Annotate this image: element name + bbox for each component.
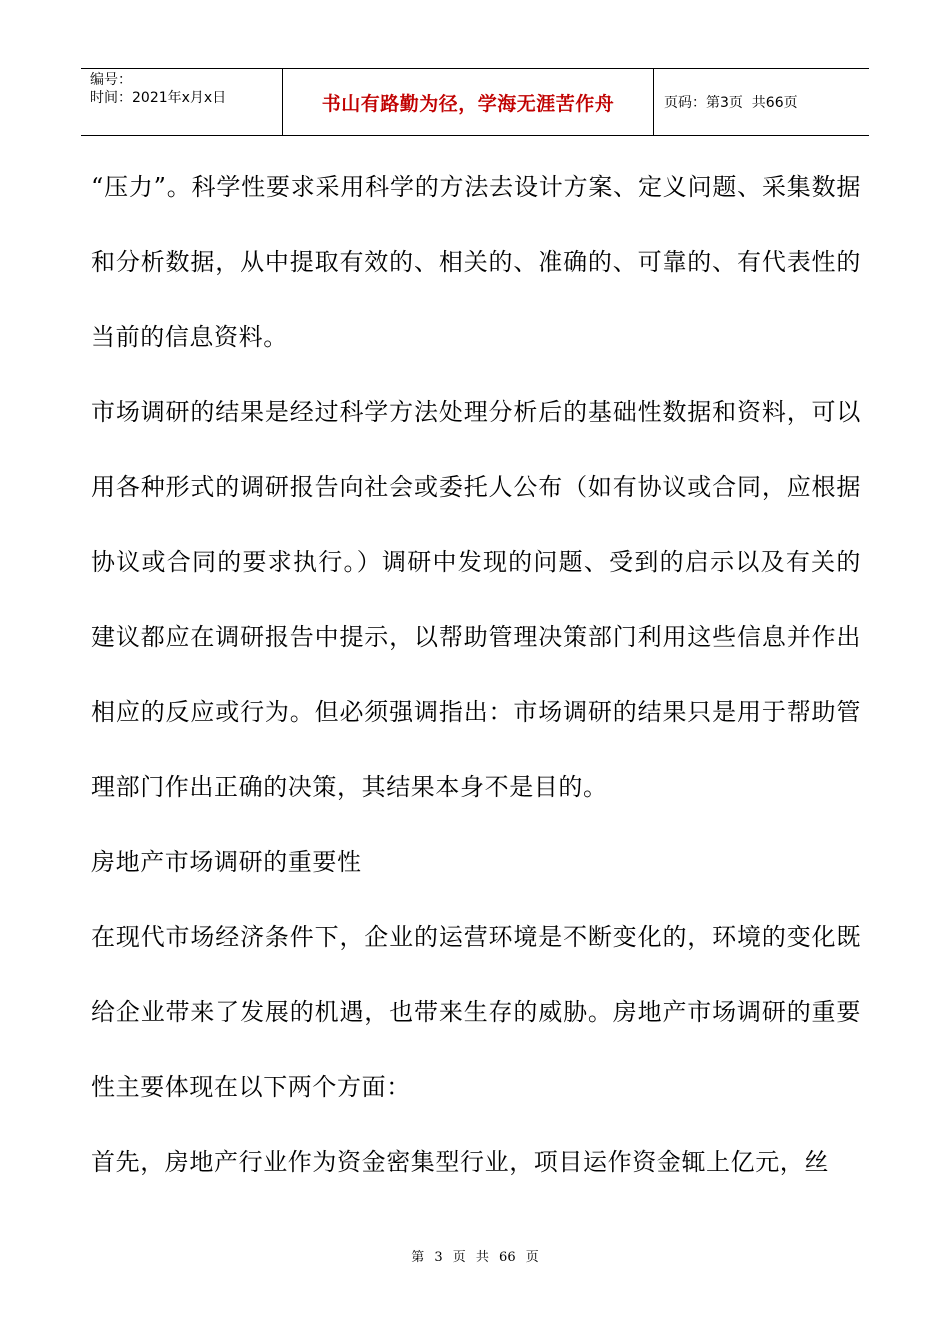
page-footer: 第 3 页 共 66 页 [411,1250,539,1265]
code-label: 编号： [90,72,132,88]
paragraph: 首先，房地产行业作为资金密集型行业，项目运作资金辄上亿元，丝 [91,1148,829,1176]
header-meta [81,69,283,135]
header-motto: 书山有路勤为径，学海无涯苦作舟 [321,92,615,115]
paragraph: 在现代市场经济条件下，企业的运营环境是不断变化的，环境的变化既给企业带来了发展的机遇，也带来生存的威胁。房地产市场调研的重要性主要体现在以下两个方面： [91,923,861,1101]
header-page-info: 页码：第3页 共66页 [664,95,798,111]
document-header [81,68,869,136]
header-motto-cell [283,69,654,135]
section-heading: 房地产市场调研的重要性 [91,848,362,876]
paragraph: 市场调研的结果是经过科学方法处理分析后的基础性数据和资料，可以用各种形式的调研报告向社会或委托人公布（如有协议或合同，应根据协议或合同的要求执行。）调研中发现的问题、受到的启示以及有关的建议都应在调研报告中提示，以帮助管理决策部门利用这些信息并作出相应的反应或行为。但必须强调指出：市场调研的结果只是用于帮助管理部门作出正确的决策，其结果本身不是目的。 [91,398,861,801]
time-label: 时间：2021年x月x日 [90,90,227,106]
header-page-cell [654,69,869,135]
document-body [91,150,861,1200]
paragraph: “压力”。科学性要求采用科学的方法去设计方案、定义问题、采集数据和分析数据，从中提取有效的、相关的、准确的、可靠的、有代表性的当前的信息资料。 [91,173,861,351]
